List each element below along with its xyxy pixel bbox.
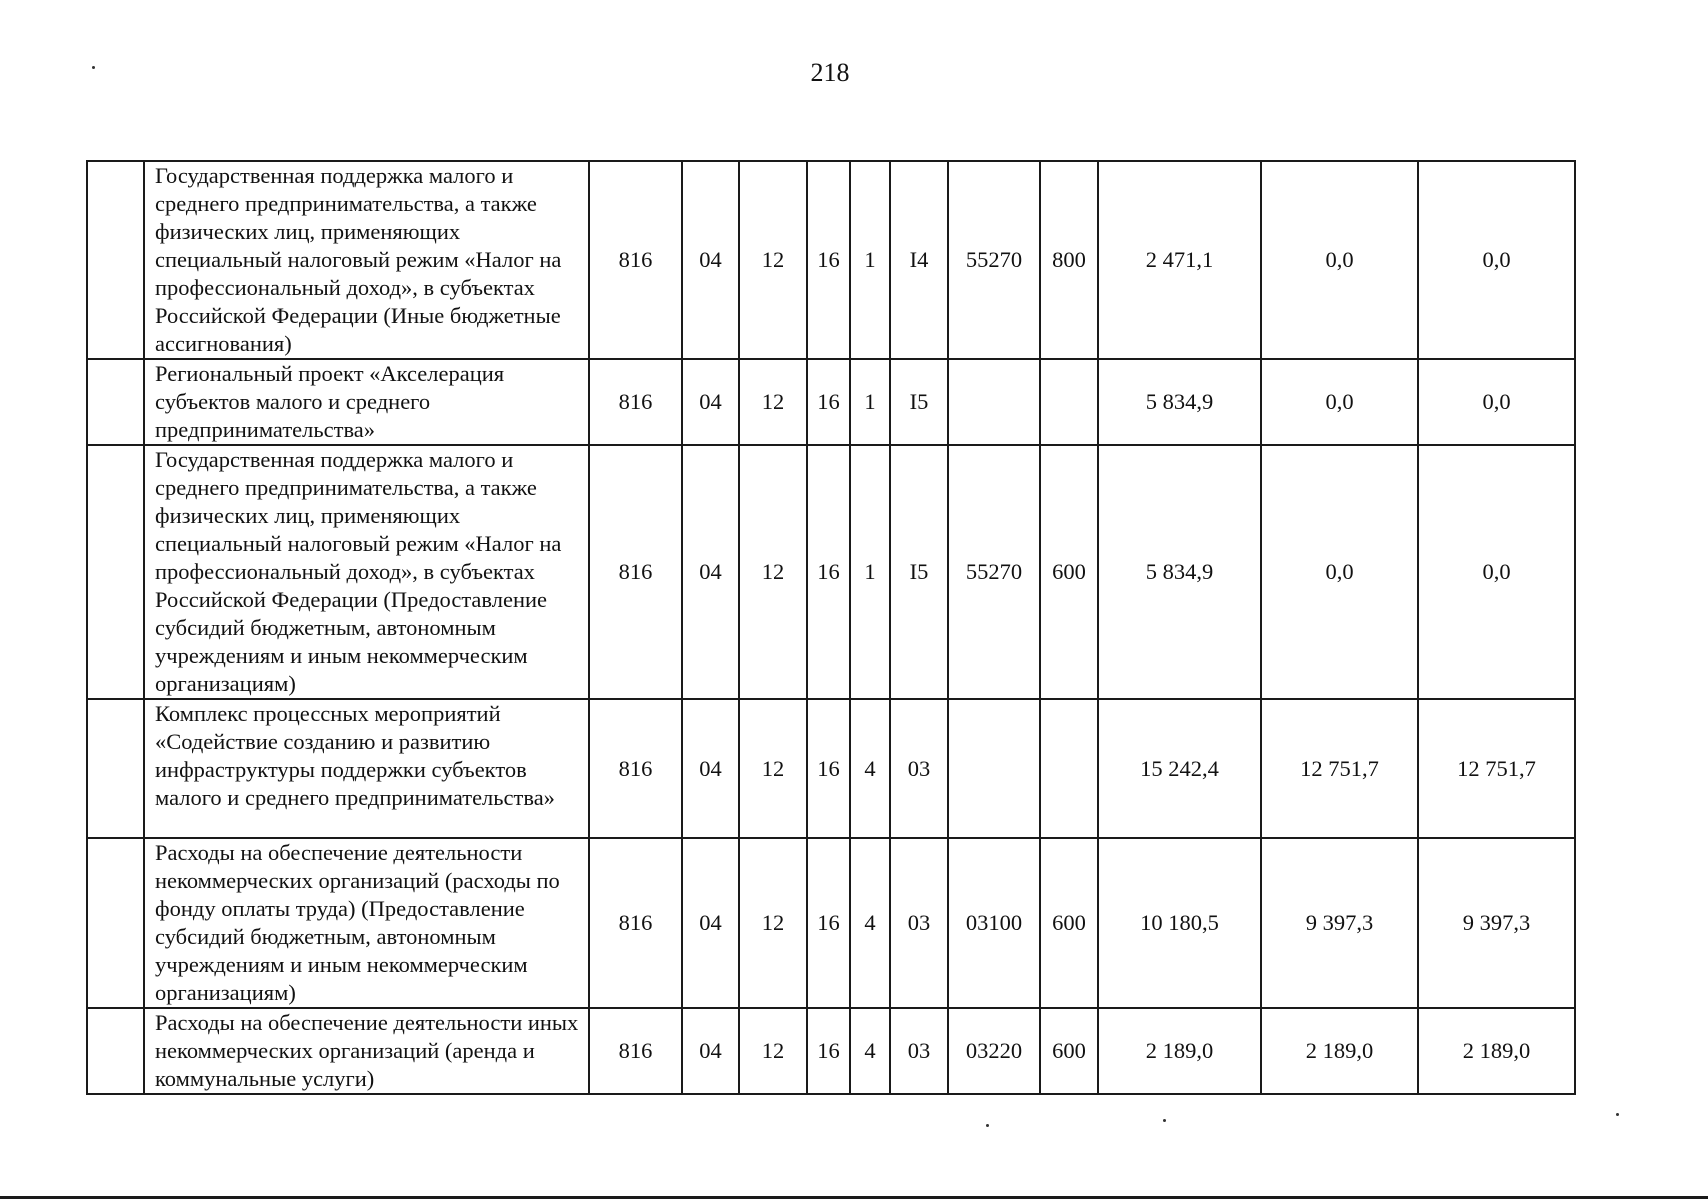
- program-code-cell: 16: [807, 359, 850, 445]
- table-row: [87, 161, 1575, 359]
- expense-type-cell: [1040, 699, 1098, 838]
- section-code-cell: 04: [682, 1008, 739, 1094]
- scan-speck: [1163, 1119, 1166, 1122]
- row-number-cell: [87, 699, 144, 838]
- amount-year-1-cell: 15 242,4: [1098, 699, 1261, 838]
- amount-year-2-cell: 0,0: [1261, 445, 1418, 699]
- name-cell: Региональный проект «Акселерация субъектов малого и среднего предпринимательства»: [144, 359, 589, 445]
- project-code-cell: 03: [890, 838, 948, 1008]
- amount-year-1-cell: 5 834,9: [1098, 445, 1261, 699]
- name-cell: Комплекс процессных мероприятий «Содействие созданию и развитию инфраструктуры поддержки субъектов малого и среднего предпринимательства»: [144, 699, 589, 838]
- direction-code-cell: 03100: [948, 838, 1040, 1008]
- direction-code-cell: 03220: [948, 1008, 1040, 1094]
- amount-year-3-cell: 0,0: [1418, 161, 1575, 359]
- expense-type-cell: 800: [1040, 161, 1098, 359]
- scan-bottom-edge: [0, 1196, 1708, 1199]
- name-cell: Государственная поддержка малого и среднего предпринимательства, а также физических лиц, применяющих специальный налоговый режим «Налог на профессиональный доход», в субъектах Российской Федерации (Предоставление субсидий бюджетным, автономным учреждениям и иным некоммерческим организациям): [144, 445, 589, 699]
- section-code-cell: 04: [682, 359, 739, 445]
- table-row: [87, 445, 1575, 699]
- direction-code-cell: 55270: [948, 161, 1040, 359]
- ministry-code-cell: 816: [589, 699, 682, 838]
- row-number-cell: [87, 445, 144, 699]
- amount-year-3-cell: 12 751,7: [1418, 699, 1575, 838]
- name-cell: Расходы на обеспечение деятельности некоммерческих организаций (расходы по фонду оплаты труда) (Предоставление субсидий бюджетным, автономным учреждениям и иным некоммерческим организациям): [144, 838, 589, 1008]
- row-number-cell: [87, 1008, 144, 1094]
- section-code-cell: 04: [682, 445, 739, 699]
- project-code-cell: I4: [890, 161, 948, 359]
- subsection-code-cell: 12: [739, 359, 807, 445]
- scan-speck: [986, 1124, 989, 1127]
- amount-year-2-cell: 2 189,0: [1261, 1008, 1418, 1094]
- name-cell: Государственная поддержка малого и среднего предпринимательства, а также физических лиц, применяющих специальный налоговый режим «Налог на профессиональный доход», в субъектах Российской Федерации (Иные бюджетные ассигнования): [144, 161, 589, 359]
- amount-year-1-cell: 10 180,5: [1098, 838, 1261, 1008]
- section-code-cell: 04: [682, 838, 739, 1008]
- subsection-code-cell: 12: [739, 1008, 807, 1094]
- ministry-code-cell: 816: [589, 1008, 682, 1094]
- row-number-cell: [87, 359, 144, 445]
- amount-year-2-cell: 12 751,7: [1261, 699, 1418, 838]
- table-row: [87, 1008, 1575, 1094]
- program-type-cell: 1: [850, 359, 890, 445]
- ministry-code-cell: 816: [589, 359, 682, 445]
- name-cell: Расходы на обеспечение деятельности иных некоммерческих организаций (аренда и коммунальные услуги): [144, 1008, 589, 1094]
- row-number-cell: [87, 838, 144, 1008]
- scan-speck: [92, 66, 95, 69]
- amount-year-2-cell: 0,0: [1261, 359, 1418, 445]
- amount-year-3-cell: 2 189,0: [1418, 1008, 1575, 1094]
- program-code-cell: 16: [807, 838, 850, 1008]
- project-code-cell: I5: [890, 445, 948, 699]
- section-code-cell: 04: [682, 699, 739, 838]
- ministry-code-cell: 816: [589, 161, 682, 359]
- ministry-code-cell: 816: [589, 445, 682, 699]
- amount-year-3-cell: 0,0: [1418, 445, 1575, 699]
- section-code-cell: 04: [682, 161, 739, 359]
- direction-code-cell: [948, 699, 1040, 838]
- amount-year-2-cell: 9 397,3: [1261, 838, 1418, 1008]
- direction-code-cell: 55270: [948, 445, 1040, 699]
- project-code-cell: I5: [890, 359, 948, 445]
- program-type-cell: 4: [850, 1008, 890, 1094]
- subsection-code-cell: 12: [739, 445, 807, 699]
- scan-speck: [1616, 1113, 1619, 1116]
- row-number-cell: [87, 161, 144, 359]
- project-code-cell: 03: [890, 699, 948, 838]
- amount-year-1-cell: 5 834,9: [1098, 359, 1261, 445]
- program-code-cell: 16: [807, 699, 850, 838]
- expense-type-cell: 600: [1040, 838, 1098, 1008]
- program-type-cell: 1: [850, 161, 890, 359]
- subsection-code-cell: 12: [739, 699, 807, 838]
- program-type-cell: 4: [850, 838, 890, 1008]
- program-code-cell: 16: [807, 161, 850, 359]
- amount-year-1-cell: 2 189,0: [1098, 1008, 1261, 1094]
- amount-year-1-cell: 2 471,1: [1098, 161, 1261, 359]
- amount-year-3-cell: 9 397,3: [1418, 838, 1575, 1008]
- program-code-cell: 16: [807, 445, 850, 699]
- amount-year-2-cell: 0,0: [1261, 161, 1418, 359]
- subsection-code-cell: 12: [739, 161, 807, 359]
- program-code-cell: 16: [807, 1008, 850, 1094]
- amount-year-3-cell: 0,0: [1418, 359, 1575, 445]
- expense-type-cell: 600: [1040, 445, 1098, 699]
- table-row: [87, 359, 1575, 445]
- direction-code-cell: [948, 359, 1040, 445]
- project-code-cell: 03: [890, 1008, 948, 1094]
- table-row: [87, 838, 1575, 1008]
- page-number: 218: [810, 58, 850, 87]
- subsection-code-cell: 12: [739, 838, 807, 1008]
- expense-type-cell: [1040, 359, 1098, 445]
- expense-type-cell: 600: [1040, 1008, 1098, 1094]
- program-type-cell: 4: [850, 699, 890, 838]
- budget-table: [86, 160, 1576, 1095]
- ministry-code-cell: 816: [589, 838, 682, 1008]
- program-type-cell: 1: [850, 445, 890, 699]
- table-row: [87, 699, 1575, 838]
